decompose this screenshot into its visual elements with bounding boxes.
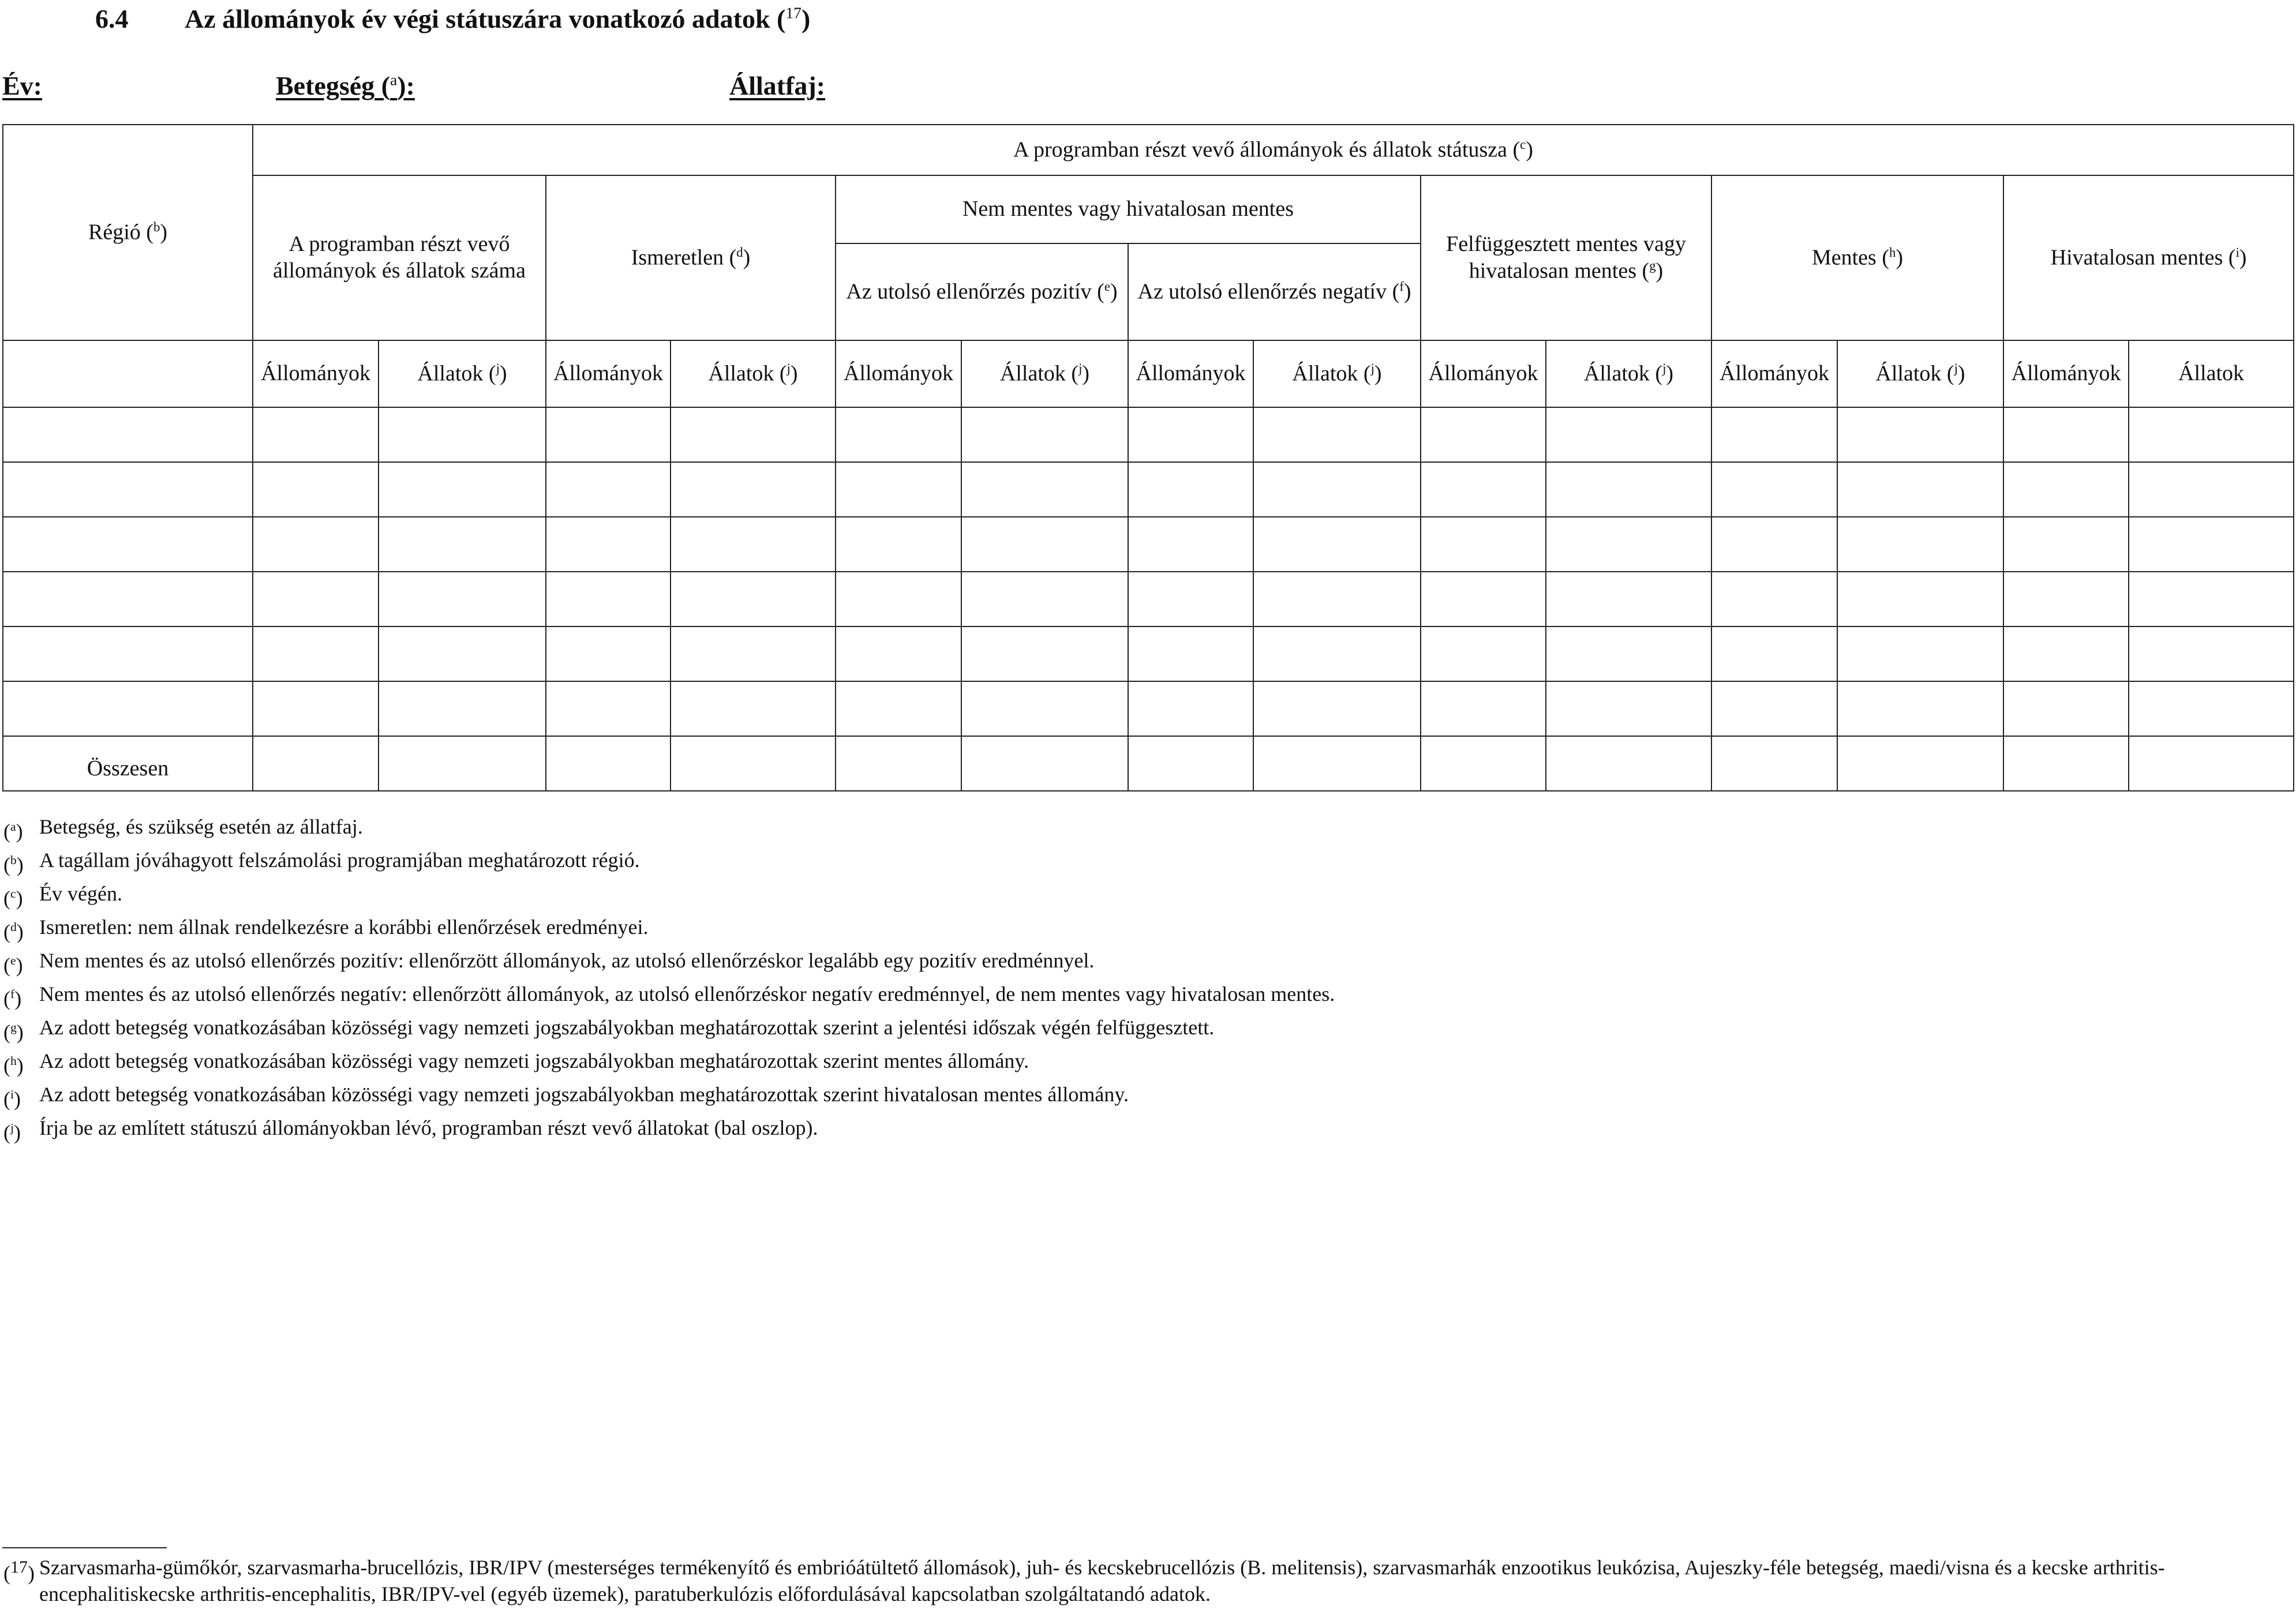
region-header-ref: b [153, 219, 160, 234]
value-cell[interactable] [1421, 626, 1546, 681]
sub-header-herds: Állományok [253, 340, 379, 407]
value-cell[interactable] [379, 736, 546, 791]
value-cell[interactable] [2003, 681, 2129, 736]
sub-header-animals: Állatok ($^j$) [1837, 340, 2003, 407]
value-cell[interactable] [1128, 736, 1253, 791]
footnote-mark-letter: d [10, 920, 17, 934]
footnote-mark: ($^c$) [3, 887, 23, 910]
sub-header-herds: Állományok [2003, 340, 2129, 407]
sub-header-herds: Állományok [1711, 340, 1837, 407]
value-cell[interactable] [1711, 681, 1837, 736]
footnote-mark: ($^a$) [3, 820, 23, 843]
value-cell[interactable] [253, 572, 379, 626]
year-field-label: Év: [2, 71, 42, 100]
value-cell[interactable] [2129, 407, 2294, 462]
value-cell[interactable] [1421, 572, 1546, 626]
section-title: Az állományok év végi státuszára vonatkozó adatok [185, 4, 770, 33]
value-cell[interactable] [1546, 462, 1711, 517]
value-cell[interactable] [2129, 572, 2294, 626]
footnote-mark-letter: f [10, 987, 15, 1001]
region-header: Régió ($^b$) [3, 125, 253, 340]
footnote-mark-letter: g [10, 1021, 17, 1034]
sub-header-animals-text: Állatok [1292, 361, 1358, 386]
footnote [3, 846, 2288, 879]
region-header-text: Régió [88, 220, 141, 245]
suspended-header: Felfüggesztett mentes vagy hivatalosan mentes ($^g$) [1421, 175, 1711, 340]
free-header: Mentes ($^h$) [1711, 175, 2003, 340]
value-cell[interactable] [2003, 736, 2129, 791]
sub-header-animals-text: Állatok [417, 361, 484, 386]
last-negative-header-ref: f [1399, 279, 1404, 294]
disease-field-label: Betegség ($^a$): [276, 70, 415, 100]
last-positive-header: Az utolsó ellenőrzés pozitív ($^e$) [836, 243, 1128, 340]
value-cell[interactable] [1253, 572, 1421, 626]
value-cell[interactable] [1711, 736, 1837, 791]
sub-header-animals: Állatok ($^j$) [379, 340, 546, 407]
value-cell[interactable] [1253, 462, 1421, 517]
footnote-mark-letter: b [10, 853, 17, 867]
value-cell[interactable] [1421, 517, 1546, 572]
value-cell[interactable] [2003, 572, 2129, 626]
officially-free-header: Hivatalosan mentes ($^i$) [2003, 175, 2294, 340]
value-cell[interactable] [546, 681, 671, 736]
value-cell[interactable] [379, 517, 546, 572]
species-field-label: Állatfaj: [729, 71, 826, 100]
value-cell[interactable] [961, 572, 1128, 626]
value-cell[interactable] [2129, 462, 2294, 517]
unknown-header: Ismeretlen ($^d$) [546, 175, 836, 340]
value-cell[interactable] [1253, 517, 1421, 572]
disease-field-text: Betegség [276, 71, 375, 100]
value-cell[interactable] [2129, 517, 2294, 572]
value-cell[interactable] [2129, 681, 2294, 736]
value-cell[interactable] [379, 626, 546, 681]
footnote-text: Ismeretlen: nem állnak rendelkezésre a korábbi ellenőrzések eredményei. [39, 916, 649, 939]
value-cell[interactable] [2129, 626, 2294, 681]
table-row [3, 407, 2294, 462]
footnote [3, 946, 2288, 980]
value-cell[interactable] [1128, 407, 1253, 462]
footnote [3, 1113, 2288, 1147]
value-cell[interactable] [671, 736, 836, 791]
value-cell[interactable] [1711, 517, 1837, 572]
last-negative-header: Az utolsó ellenőrzés negatív ($^f$) [1128, 243, 1421, 340]
value-cell[interactable] [1837, 681, 2003, 736]
sub-header-animals-text: Állatok [1875, 361, 1942, 386]
footnote-text: A tagállam jóváhagyott felszámolási programjában meghatározott régió. [39, 849, 640, 872]
value-cell[interactable] [2129, 736, 2294, 791]
sub-header-herds: Állományok [1128, 340, 1253, 407]
value-cell[interactable] [1128, 626, 1253, 681]
footnote-text: Az adott betegség vonatkozásában közösségi vagy nemzeti jogszabályokban meghatározottak szerint mentes állomány. [39, 1049, 1029, 1072]
region-cell[interactable] [3, 681, 253, 736]
value-cell[interactable] [961, 462, 1128, 517]
value-cell[interactable] [1837, 736, 2003, 791]
footnote [3, 879, 2288, 913]
region-cell[interactable] [3, 462, 253, 517]
suspended-header-text: Felfüggesztett mentes vagy hivatalosan mentes [1446, 232, 1686, 283]
bottom-footnote [3, 1554, 2291, 1607]
footnote-text: Írja be az említett státuszú állományokban lévő, programban részt vevő állatokat (bal oszlop). [39, 1116, 818, 1139]
value-cell[interactable] [253, 407, 379, 462]
region-cell[interactable] [3, 626, 253, 681]
value-cell[interactable] [1711, 407, 1837, 462]
sub-header-animals-text: Állatok [1583, 361, 1650, 386]
bottom-footnote-mark: ($^{17}$) [3, 1558, 35, 1585]
footnote-mark-letter: j [10, 1121, 14, 1135]
sub-header-animals-ref: j [1954, 361, 1958, 376]
footnote [3, 913, 2288, 946]
value-cell[interactable] [253, 681, 379, 736]
value-cell[interactable] [1128, 572, 1253, 626]
footnote [3, 980, 2288, 1013]
status-table [2, 124, 2294, 791]
value-cell[interactable] [671, 462, 836, 517]
value-cell[interactable] [2003, 517, 2129, 572]
value-cell[interactable] [379, 572, 546, 626]
value-cell[interactable] [671, 517, 836, 572]
total-label-cell: Összesen [3, 736, 253, 791]
disease-field-ref: a [389, 70, 398, 89]
footnote-mark: ($^d$) [3, 920, 24, 943]
sub-header-row [3, 340, 2294, 407]
officially-free-header-text: Hivatalosan mentes [2050, 245, 2223, 270]
value-cell[interactable] [379, 407, 546, 462]
table-row [3, 572, 2294, 626]
footnote-mark-letter: e [10, 954, 16, 967]
value-cell[interactable] [836, 407, 961, 462]
region-cell[interactable] [3, 517, 253, 572]
value-cell[interactable] [1546, 736, 1711, 791]
sub-header-animals: Állatok ($^j$) [1546, 340, 1711, 407]
value-cell[interactable] [546, 407, 671, 462]
value-cell[interactable] [961, 681, 1128, 736]
value-cell[interactable] [1421, 407, 1546, 462]
value-cell[interactable] [1421, 681, 1546, 736]
value-cell[interactable] [1546, 517, 1711, 572]
bottom-footnote-mark-text: 17 [10, 1558, 28, 1577]
value-cell[interactable] [546, 572, 671, 626]
value-cell[interactable] [1128, 462, 1253, 517]
table-row [3, 517, 2294, 572]
footnote-mark: ($^f$) [3, 987, 22, 1010]
value-cell[interactable] [1546, 572, 1711, 626]
value-cell[interactable] [253, 626, 379, 681]
table-row [3, 626, 2294, 681]
value-cell[interactable] [379, 681, 546, 736]
value-cell[interactable] [253, 462, 379, 517]
value-cell[interactable] [2003, 462, 2129, 517]
value-cell[interactable] [1546, 407, 1711, 462]
footnote [3, 812, 2288, 846]
status-group-ref: c [1520, 137, 1526, 152]
value-cell[interactable] [253, 517, 379, 572]
section-title-ref: 17 [785, 3, 801, 22]
footnote-mark: ($^j$) [3, 1121, 21, 1144]
value-cell[interactable] [961, 736, 1128, 791]
value-cell[interactable] [1711, 626, 1837, 681]
value-cell[interactable] [961, 626, 1128, 681]
free-header-ref: h [1889, 245, 1896, 260]
footnote-mark: ($^i$) [3, 1087, 21, 1110]
footnote [3, 1046, 2288, 1080]
sub-header-animals-text: Állatok [2178, 361, 2245, 386]
value-cell[interactable] [671, 407, 836, 462]
sub-header-animals: Állatok ($^j$) [671, 340, 836, 407]
footnote-mark: ($^h$) [3, 1054, 24, 1077]
suspended-header-ref: g [1649, 258, 1656, 273]
value-cell[interactable] [546, 462, 671, 517]
footnote-text: Az adott betegség vonatkozásában közösségi vagy nemzeti jogszabályokban meghatározottak szerint hivatalosan mentes állomány. [39, 1083, 1129, 1106]
value-cell[interactable] [546, 517, 671, 572]
last-positive-header-text: Az utolsó ellenőrzés pozitív [846, 279, 1092, 304]
total-row [3, 736, 2294, 791]
value-cell[interactable] [1128, 517, 1253, 572]
value-cell[interactable] [836, 462, 961, 517]
footnote-mark-letter: a [10, 820, 16, 834]
sub-header-animals-text: Állatok [708, 361, 774, 386]
sub-header-animals: Állatok ($^j$) [961, 340, 1128, 407]
sub-header-animals-ref: j [496, 361, 500, 376]
sub-header-animals-ref: j [1370, 361, 1374, 376]
table-row [3, 681, 2294, 736]
footnote-text: Év végén. [39, 882, 122, 905]
value-cell[interactable] [671, 681, 836, 736]
value-cell[interactable] [1711, 462, 1837, 517]
footnote-mark: ($^e$) [3, 954, 23, 977]
status-group-text: A programban részt vevő állományok és állatok státusza [1013, 137, 1507, 162]
value-cell[interactable] [546, 626, 671, 681]
value-cell[interactable] [1837, 626, 2003, 681]
region-cell[interactable] [3, 407, 253, 462]
value-cell[interactable] [1546, 626, 1711, 681]
section-heading: 6.4 Az állományok év végi státuszára vonatkozó adatok ($^{17}$) [95, 3, 811, 33]
footnote-text: Nem mentes és az utolsó ellenőrzés negatív: ellenőrzött állományok, az utolsó ellenőrzéskor negatív eredménnyel, de nem mentes vagy hivatalosan mentes. [39, 982, 1335, 1006]
footnote-text: Az adott betegség vonatkozásában közösségi vagy nemzeti jogszabályokban meghatározottak szerint a jelentési időszak végén felfüggesztett. [39, 1016, 1215, 1039]
footnote [3, 1080, 2288, 1113]
status-group-header: A programban részt vevő állományok és állatok státusza ($^c$) [253, 125, 2294, 175]
value-cell[interactable] [1837, 407, 2003, 462]
value-cell[interactable] [1837, 462, 2003, 517]
footnote [3, 1013, 2288, 1046]
footnote-mark-letter: i [10, 1087, 14, 1101]
value-cell[interactable] [379, 462, 546, 517]
sub-header-animals-ref: j [786, 361, 791, 376]
value-cell[interactable] [1128, 681, 1253, 736]
value-cell[interactable] [2003, 407, 2129, 462]
last-negative-header-text: Az utolsó ellenőrzés negatív [1137, 279, 1387, 304]
value-cell[interactable] [1253, 626, 1421, 681]
value-cell[interactable] [1253, 681, 1421, 736]
sub-header-herds: Állományok [546, 340, 671, 407]
unknown-header-text: Ismeretlen [631, 245, 724, 270]
footnote-mark-letter: c [10, 887, 16, 901]
value-cell[interactable] [836, 572, 961, 626]
sub-header-animals-ref: j [1078, 361, 1083, 376]
footnote-text: Nem mentes és az utolsó ellenőrzés pozitív: ellenőrzött állományok, az utolsó ellenőrzéskor legalább egy pozitív eredménnyel. [39, 949, 1095, 972]
value-cell[interactable] [836, 517, 961, 572]
footnote-mark-letter: h [10, 1054, 17, 1068]
value-cell[interactable] [1253, 407, 1421, 462]
value-cell[interactable] [1253, 736, 1421, 791]
sub-header-animals-text: Állatok [999, 361, 1066, 386]
value-cell[interactable] [836, 681, 961, 736]
value-cell[interactable] [2003, 626, 2129, 681]
footnote-mark: ($^g$) [3, 1021, 24, 1044]
participating-header: A programban részt vevő állományok és állatok száma [253, 175, 546, 340]
value-cell[interactable] [836, 736, 961, 791]
value-cell[interactable] [1421, 736, 1546, 791]
sub-header-herds: Állományok [836, 340, 961, 407]
bottom-footnote-text: Szarvasmarha-gümőkór, szarvasmarha-brucellózis, IBR/IPV (mesterséges termékenyítő és embrióátültető állomások), juh- és kecskebrucellózis (B. melitensis), szarvasmarhák enzootikus leukózisa, Aujeszky-féle betegség, maedi/visna és a kecske arthritis-encephalitiskecske arthritis-encephalitis, IBR/IPV-vel (egyéb üzemek), paratuberkulózis előfordulásával kapcsolatban szolgáltatandó adatok. [39, 1556, 2165, 1605]
value-cell[interactable] [1711, 572, 1837, 626]
value-cell[interactable] [1546, 681, 1711, 736]
form-fields [0, 70, 2296, 105]
value-cell[interactable] [961, 517, 1128, 572]
section-number: 6.4 [95, 4, 129, 33]
value-cell[interactable] [961, 407, 1128, 462]
value-cell[interactable] [546, 736, 671, 791]
not-free-group-header: Nem mentes vagy hivatalosan mentes [836, 175, 1421, 243]
value-cell[interactable] [253, 736, 379, 791]
value-cell[interactable] [671, 572, 836, 626]
free-header-text: Mentes [1811, 245, 1876, 270]
footnote-text: Betegség, és szükség esetén az állatfaj. [39, 815, 363, 838]
last-positive-header-ref: e [1104, 279, 1110, 294]
value-cell[interactable] [836, 626, 961, 681]
footnotes [3, 812, 2288, 1147]
value-cell[interactable] [1837, 572, 2003, 626]
unknown-header-ref: d [736, 245, 743, 260]
sub-header-herds: Állományok [1421, 340, 1546, 407]
officially-free-header-ref: i [2235, 245, 2239, 260]
table-row [3, 462, 2294, 517]
footnote-rule [2, 1547, 167, 1548]
sub-header-animals: Állatok ($^j$) [1253, 340, 1421, 407]
sub-header-animals [2129, 340, 2294, 407]
value-cell[interactable] [671, 626, 836, 681]
sub-header-blank [3, 340, 253, 407]
region-cell[interactable] [3, 572, 253, 626]
sub-header-animals-ref: j [1662, 361, 1666, 376]
value-cell[interactable] [1421, 462, 1546, 517]
value-cell[interactable] [1837, 517, 2003, 572]
footnote-mark: ($^b$) [3, 853, 24, 876]
